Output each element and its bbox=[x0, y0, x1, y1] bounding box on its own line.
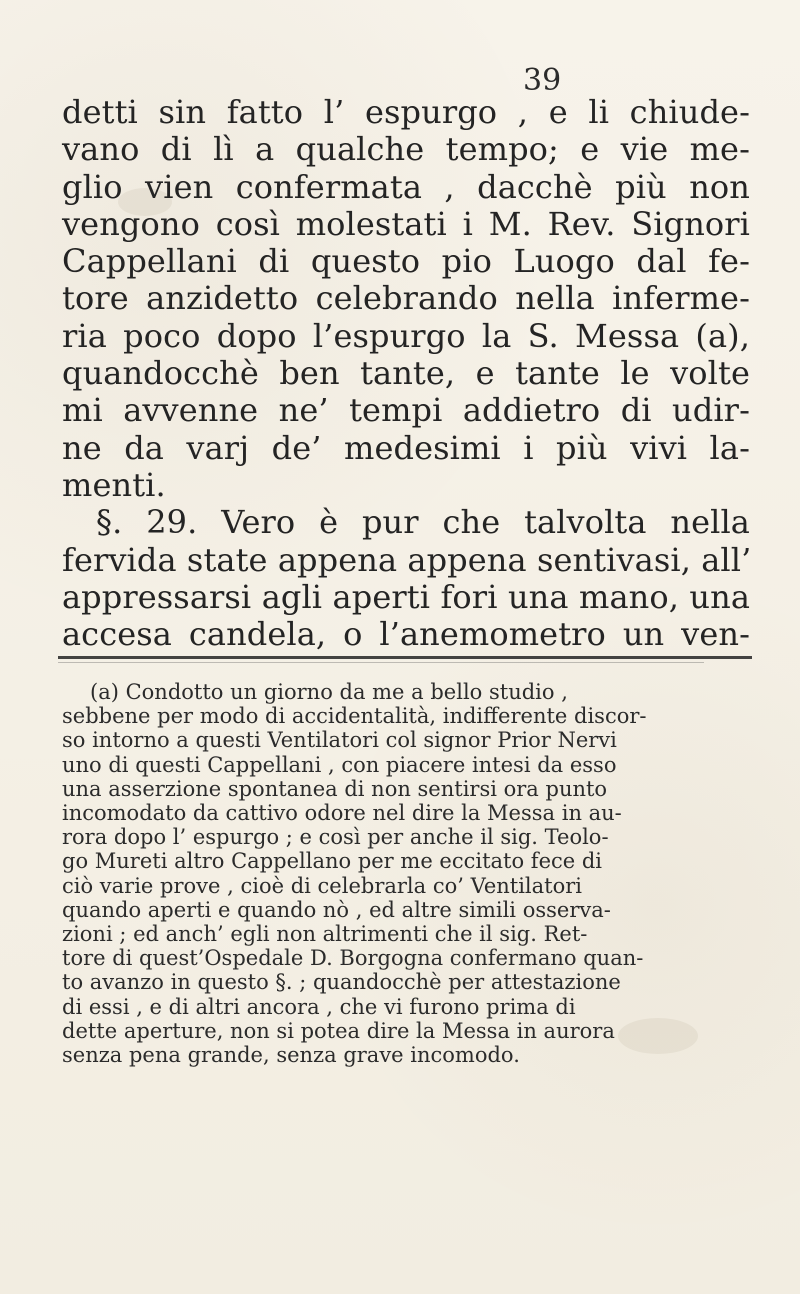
main-text-line: quandocchè ben tante, e tante le volte bbox=[62, 354, 750, 393]
main-text-line: appressarsi agli aperti fori una mano, una bbox=[62, 577, 750, 616]
footnote-line: (a) Condotto un giorno da me a bello studio , bbox=[90, 680, 568, 704]
footnote-line: incomodato da cattivo odore nel dire la Messa in au- bbox=[62, 801, 622, 826]
main-text-line: menti. bbox=[62, 465, 166, 504]
footnote-line: sebbene per modo di accidentalità, indifferente discor- bbox=[62, 704, 647, 729]
footnote-line: rora dopo l’ espurgo ; e così per anche il sig. Teolo- bbox=[62, 825, 609, 850]
footnote-line: uno di questi Cappellani , con piacere intesi da esso bbox=[62, 752, 617, 777]
footnote-divider bbox=[58, 656, 752, 659]
footnote-line: go Mureti altro Cappellano per me eccitato fece di bbox=[62, 849, 603, 874]
footnote-divider-secondary bbox=[58, 662, 704, 663]
main-text-line: tore anzidetto celebrando nella inferme- bbox=[62, 279, 750, 318]
main-paragraph bbox=[62, 94, 750, 653]
main-text-line: mi avvenne ne’ tempi addietro di udir- bbox=[62, 391, 750, 430]
footnote-line: senza pena grande, senza grave incomodo. bbox=[62, 1043, 520, 1068]
footnote-line: ciò varie prove , cioè di celebrarla co’ Ventilatori bbox=[62, 873, 582, 898]
main-text-line: glio vien confermata , dacchè più non bbox=[62, 167, 750, 206]
footnote-line: dette aperture, non si potea dire la Messa in aurora bbox=[62, 1018, 615, 1043]
page-number: 39 bbox=[523, 63, 562, 98]
footnote-line: tore di quest’Ospedale D. Borgogna confermano quan- bbox=[62, 946, 644, 971]
footnote-block bbox=[62, 680, 750, 1067]
main-text-line: vano di lì a qualche tempo; e vie me- bbox=[62, 130, 750, 169]
footnote-line: quando aperti e quando nò , ed altre simili osserva- bbox=[62, 897, 611, 922]
main-text-line: §. 29. Vero è pur che talvolta nella bbox=[96, 503, 750, 542]
main-text-line: Cappellani di questo pio Luogo dal fe- bbox=[62, 242, 750, 281]
footnote-line: zioni ; ed anch’ egli non altrimenti che il sig. Ret- bbox=[62, 922, 588, 947]
main-text-line: detti sin fatto l’ espurgo , e li chiude- bbox=[62, 93, 750, 131]
main-text-line: ria poco dopo l’espurgo la S. Messa (a), bbox=[62, 316, 750, 355]
main-text-line: accesa candela, o l’anemometro un ven- bbox=[62, 615, 750, 654]
main-text-line: ne da varj de’ medesimi i più vivi la- bbox=[62, 428, 750, 467]
main-text-line: fervida state appena appena sentivasi, all’ bbox=[62, 540, 752, 579]
footnote-line: di essi , e di altri ancora , che vi furono prima di bbox=[62, 994, 576, 1019]
footnote-line: so intorno a questi Ventilatori col signor Prior Nervi bbox=[62, 728, 617, 753]
main-text-line: vengono così molestati i M. Rev. Signori bbox=[62, 204, 750, 243]
footnote-line: to avanzo in questo §. ; quandocchè per attestazione bbox=[62, 970, 621, 995]
footnote-line: una asserzione spontanea di non sentirsi ora punto bbox=[62, 776, 608, 801]
